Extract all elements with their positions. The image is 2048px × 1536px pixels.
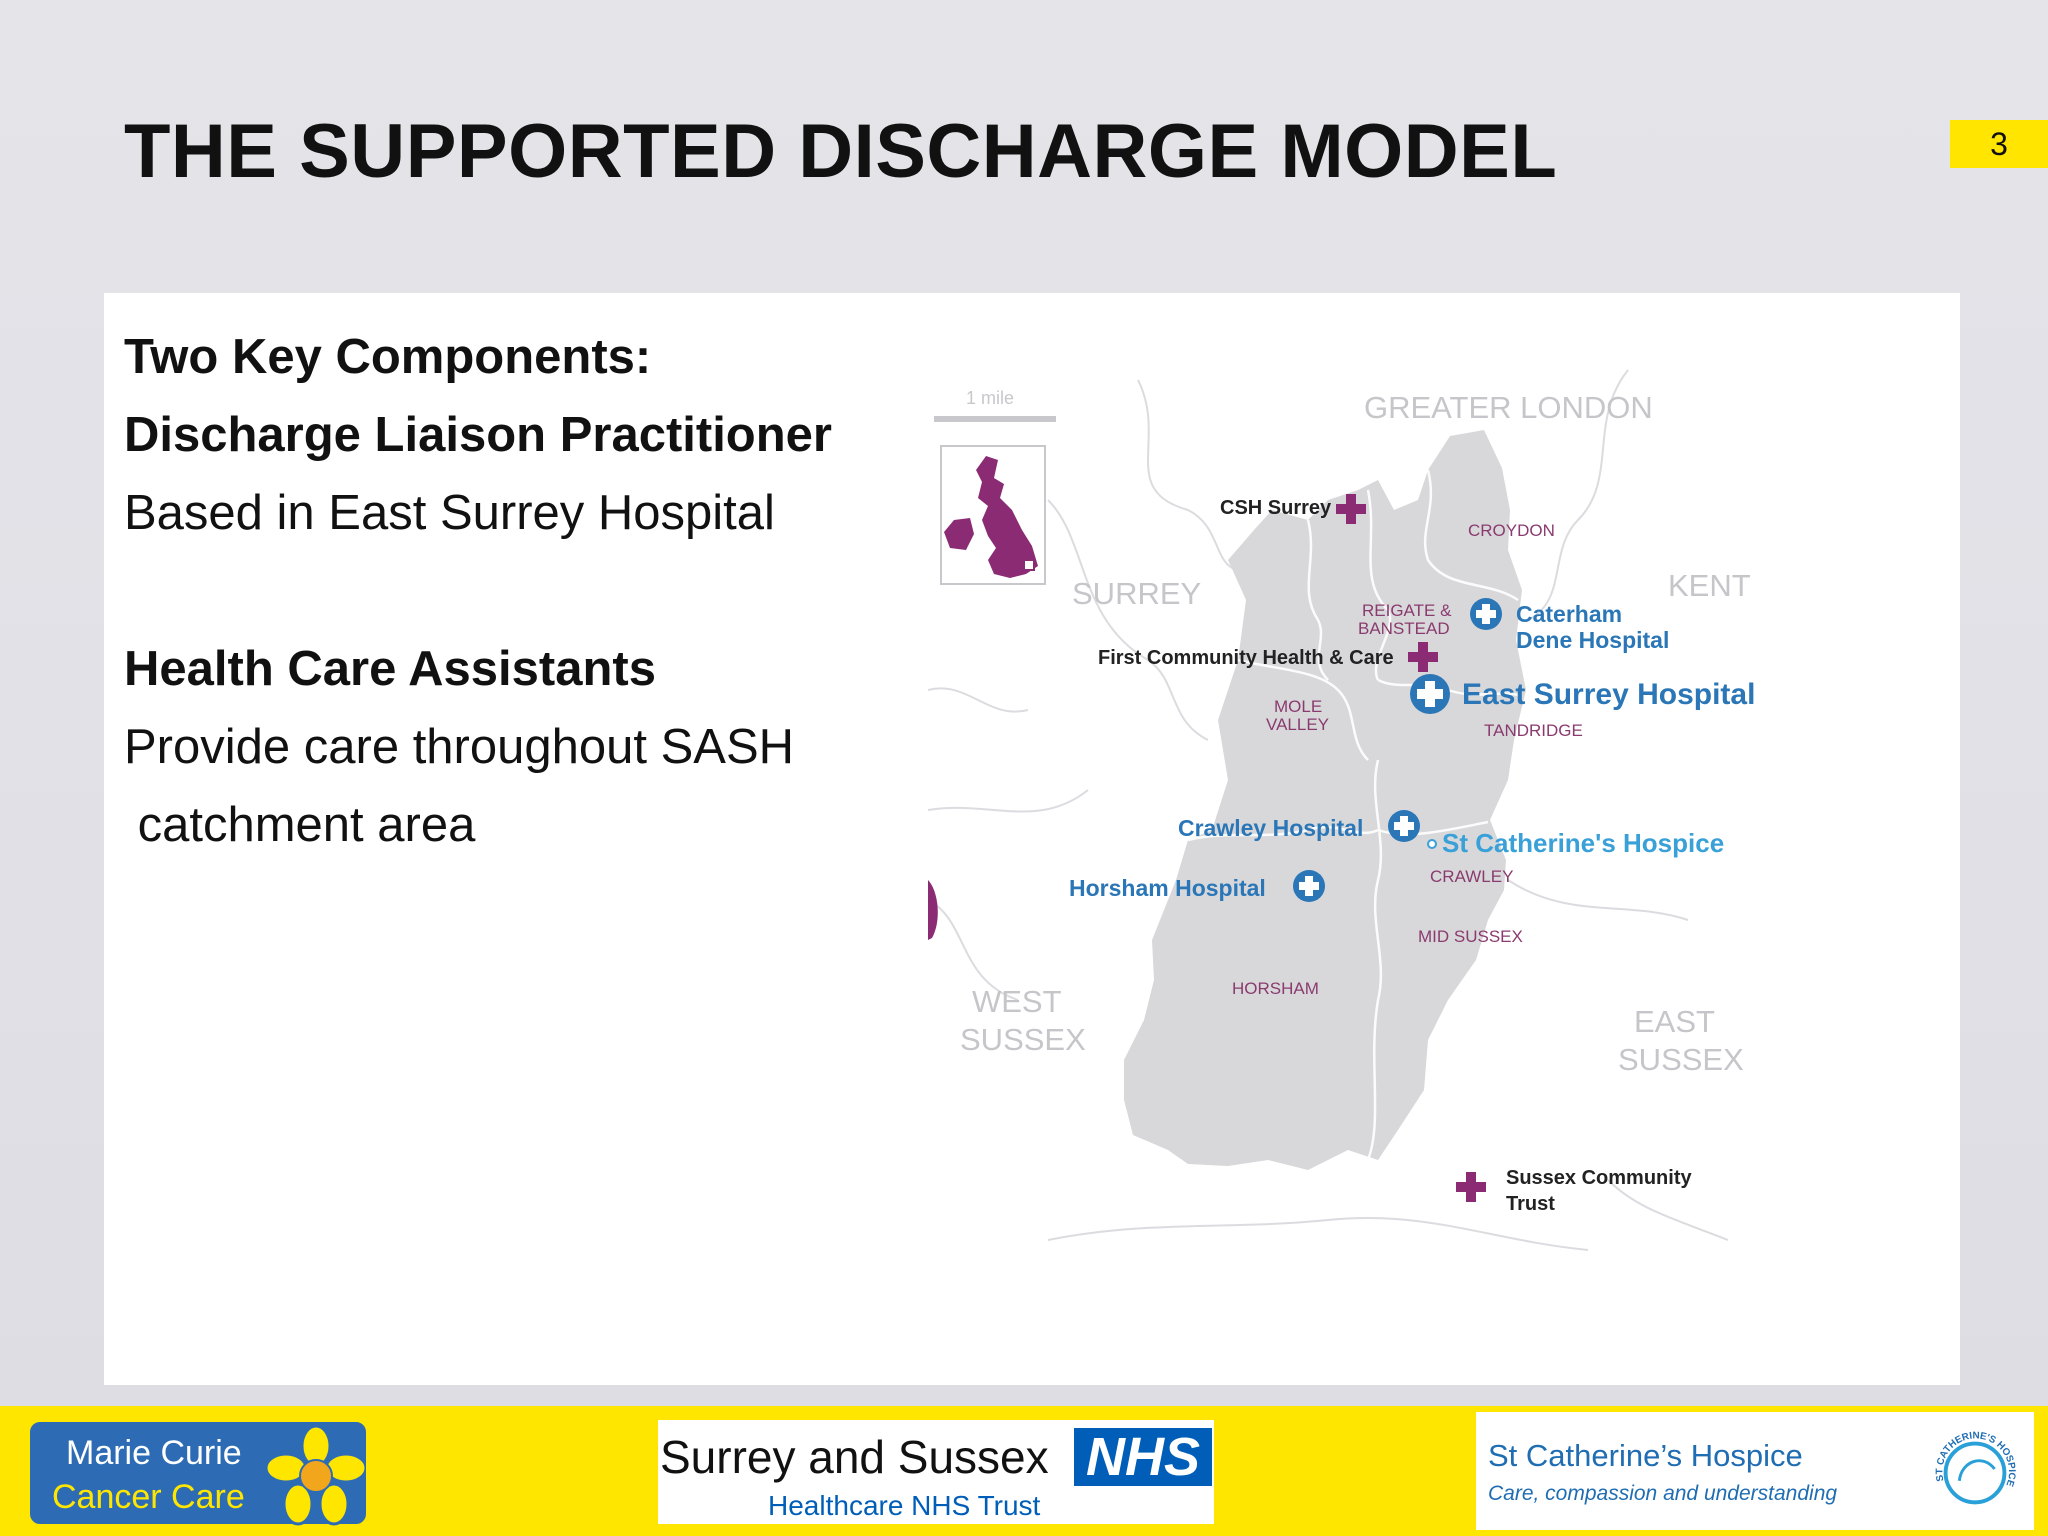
uk-inset-marker bbox=[1024, 560, 1034, 570]
nhs-trust-logo bbox=[658, 1420, 1214, 1524]
dlp-description: Based in East Surrey Hospital bbox=[124, 486, 775, 540]
label-first-community: First Community Health & Care bbox=[1098, 647, 1394, 669]
label-reigate-2: BANSTEAD bbox=[1358, 619, 1450, 638]
page-number: 3 bbox=[1950, 120, 2048, 168]
label-tandridge: TANDRIDGE bbox=[1484, 721, 1583, 740]
footer-bar bbox=[0, 1406, 2048, 1536]
spacer bbox=[124, 552, 924, 630]
label-sussex-community-2: Trust bbox=[1506, 1193, 1555, 1215]
st-catherines-logo bbox=[1476, 1412, 2034, 1530]
scale-bar bbox=[934, 388, 1056, 422]
hca-description-1: Provide care throughout SASH bbox=[124, 720, 795, 774]
label-east-sussex-2: SUSSEX bbox=[1618, 1042, 1744, 1077]
crawley-hospital-icon bbox=[1388, 810, 1420, 842]
label-west-sussex-2: SUSSEX bbox=[960, 1022, 1086, 1057]
marie-curie-logo bbox=[26, 1418, 370, 1528]
components-heading: Two Key Components: bbox=[124, 330, 652, 384]
st-catherines-name: St Catherine’s Hospice bbox=[1488, 1438, 1803, 1473]
catchment-shape bbox=[1124, 430, 1526, 1170]
uk-inset bbox=[941, 446, 1045, 584]
st-catherines-seal-icon bbox=[1926, 1422, 2024, 1520]
label-crawley: CRAWLEY bbox=[1430, 867, 1514, 886]
sussex-community-cross-icon bbox=[1456, 1172, 1486, 1202]
st-catherines-tagline: Care, compassion and understanding bbox=[1488, 1482, 1838, 1505]
catchment-map bbox=[928, 360, 1808, 1260]
label-csh-surrey: CSH Surrey bbox=[1220, 497, 1332, 519]
caterham-hospital-icon bbox=[1470, 598, 1502, 630]
hca-description-2: catchment area bbox=[124, 798, 476, 852]
horsham-hospital-icon bbox=[1293, 870, 1325, 902]
catchment-area bbox=[1124, 430, 1526, 1170]
nhs-trust-subtitle: Healthcare NHS Trust bbox=[768, 1490, 1041, 1521]
label-crawley-hospital: Crawley Hospital bbox=[1178, 815, 1364, 841]
label-mole-2: VALLEY bbox=[1266, 715, 1330, 734]
marie-curie-subname: Cancer Care bbox=[52, 1478, 245, 1516]
st-catherines-seal-text: ST CATHERINE'S HOSPICE bbox=[1934, 1430, 2018, 1488]
dlp-heading: Discharge Liaison Practitioner bbox=[124, 408, 832, 462]
label-surrey: SURREY bbox=[1072, 576, 1202, 611]
label-reigate-1: REIGATE & bbox=[1362, 601, 1452, 620]
label-east-surrey-hospital: East Surrey Hospital bbox=[1462, 678, 1756, 711]
label-horsham: HORSHAM bbox=[1232, 979, 1319, 998]
label-caterham-1: Caterham bbox=[1516, 601, 1623, 627]
text-column bbox=[124, 318, 924, 864]
label-mid-sussex: MID SUSSEX bbox=[1418, 927, 1523, 946]
label-caterham-2: Dene Hospital bbox=[1516, 627, 1670, 653]
label-st-catherines: St Catherine's Hospice bbox=[1442, 828, 1725, 858]
daffodil-icon bbox=[266, 1426, 366, 1526]
st-catherines-dot-icon bbox=[1428, 840, 1436, 848]
label-east-sussex-1: EAST bbox=[1634, 1004, 1715, 1039]
marie-curie-name: Marie Curie bbox=[66, 1434, 242, 1472]
hca-heading: Health Care Assistants bbox=[124, 642, 656, 696]
label-greater-london: GREATER LONDON bbox=[1364, 390, 1653, 425]
slide-title: THE SUPPORTED DISCHARGE MODEL bbox=[124, 109, 1558, 194]
scale-line bbox=[934, 416, 1056, 422]
nhs-trust-name: Surrey and Sussex bbox=[660, 1431, 1049, 1483]
label-horsham-hospital: Horsham Hospital bbox=[1069, 875, 1266, 901]
east-surrey-hospital-icon bbox=[1410, 674, 1450, 714]
map-edge-marker bbox=[928, 880, 938, 940]
label-mole-1: MOLE bbox=[1274, 697, 1323, 716]
nhs-badge: NHS bbox=[1074, 1428, 1212, 1486]
scale-label: 1 mile bbox=[966, 388, 1015, 408]
label-kent: KENT bbox=[1668, 568, 1751, 603]
label-croydon: CROYDON bbox=[1468, 521, 1555, 540]
label-sussex-community-1: Sussex Community bbox=[1506, 1167, 1692, 1189]
label-west-sussex-1: WEST bbox=[972, 984, 1062, 1019]
